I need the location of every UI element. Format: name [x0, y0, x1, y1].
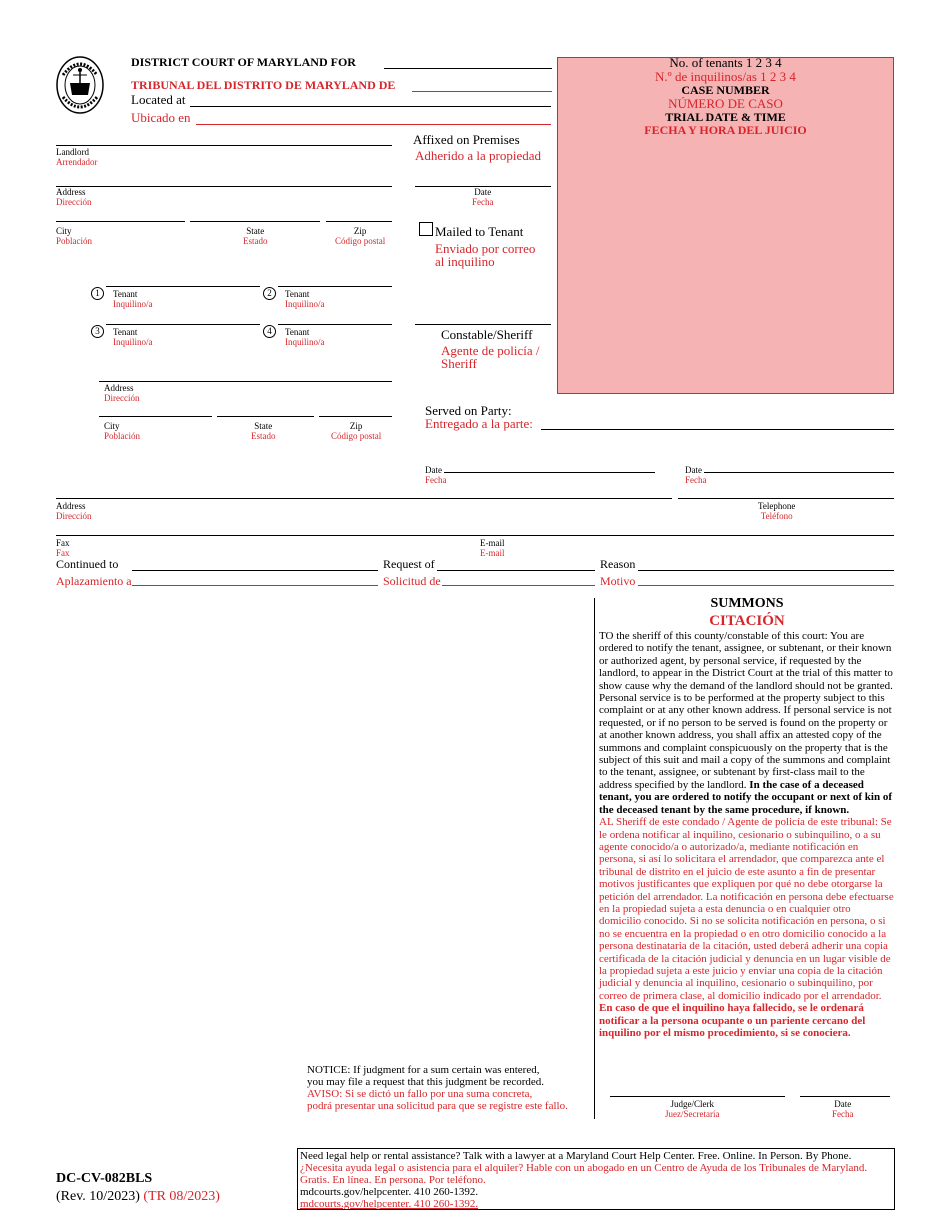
continued-label-es: Aplazamiento a — [56, 574, 132, 588]
served-label-en: Served on Party: — [425, 403, 512, 418]
summons-body — [599, 630, 895, 1039]
tenant-count-es: N.º de inquilinos/as 1 2 3 4 — [655, 69, 796, 84]
help-text-en: Need legal help or rental assistance? Talk with a lawyer at a Maryland Court Help Center. Free. Online. In Person. By Phone. — [300, 1150, 852, 1162]
reason-underline-es — [638, 585, 894, 586]
continued-field[interactable] — [132, 570, 378, 571]
tenant-zip-label: Zip Código postal — [331, 421, 382, 441]
landlord-address-label: Address Dirección — [56, 187, 92, 207]
request-field[interactable] — [437, 570, 595, 571]
affixed-date-label: Date Fecha — [472, 187, 494, 207]
tenant-2-number: 2 — [263, 287, 276, 300]
located-label-es: Ubicado en — [131, 110, 191, 125]
tenant-3-label: Tenant Inquilino/a — [113, 327, 153, 347]
tenant-2-field[interactable] — [278, 286, 392, 287]
summons-text-en: TO the sheriff of this county/constable of this court: You are ordered to notify the tenant, assignee, or subtenant, or their known or authorized agent, by personal service, if requested by the landlord, to appear in the District Court at the trial of this matter to show cause why the demand of the landlord should not be granted. Personal service is to be performed at the property subject to this complaint or at any other known address. If personal service is not requested, or if no person to be served is found on the property or at another known address, you shall affix an attested copy of the summons and complaint conspicuously on the property that is the subject of this suit and mail a copy of the summons and complaint to the tenant, assignee, or subtenant by first-class mail to the address specified by the landlord. In the case of a deceased tenant, you are ordered to notify the occupant or next of kin of the deceased tenant by the same procedure, if known. — [599, 630, 893, 816]
served-label-es: Entregado a la parte: — [425, 416, 533, 431]
located-label-en: Located at — [131, 92, 186, 107]
form-id: DC-CV-082BLS — [56, 1171, 153, 1186]
constable-field[interactable] — [415, 324, 551, 325]
tenant-1-number: 1 — [91, 287, 104, 300]
reason-label-es: Motivo — [600, 574, 636, 588]
reason-field[interactable] — [638, 570, 894, 571]
tenant-4-number: 4 — [263, 325, 276, 338]
constable-label-es-2: Sheriff — [441, 356, 477, 371]
tenant-2-label: Tenant Inquilino/a — [285, 289, 325, 309]
constable-label-es-1: Agente de policía / — [441, 343, 540, 358]
judge-label: Judge/Clerk Juez/Secretaría — [665, 1099, 720, 1119]
mailed-label-es-2: al inquilino — [435, 254, 495, 269]
landlord-field[interactable] — [56, 145, 392, 146]
mailed-label-es-1: Enviado por correo — [435, 241, 536, 256]
court-seal — [55, 55, 105, 115]
tenant-3-field[interactable] — [106, 324, 260, 325]
landlord-city-label: City Población — [56, 226, 92, 246]
court-title-en: DISTRICT COURT OF MARYLAND FOR — [131, 55, 356, 69]
help-link-es[interactable]: mdcourts.gov/helpcenter. 410 260-1392. — [300, 1198, 479, 1210]
telephone-field[interactable] — [678, 498, 894, 499]
continued-underline-es — [132, 585, 378, 586]
tenant-zip-field[interactable] — [319, 416, 392, 417]
tenant-city-field[interactable] — [99, 416, 212, 417]
reason-label-en: Reason — [600, 557, 636, 571]
located-underline-es — [196, 124, 551, 125]
mailed-checkbox[interactable] — [419, 222, 433, 236]
request-label-es: Solicitud de — [383, 574, 441, 588]
tenant-city-label: City Población — [104, 421, 140, 441]
landlord-zip-label: Zip Código postal — [335, 226, 386, 246]
served-date-2-label: Date Fecha — [685, 465, 707, 485]
summons-title-en: SUMMONS — [710, 596, 784, 611]
tenant-count-en[interactable]: No. of tenants 1 2 3 4 — [669, 55, 782, 70]
request-label-en: Request of — [383, 557, 435, 571]
located-field[interactable] — [190, 106, 551, 107]
help-text-es: ¿Necesita ayuda legal o asistencia para el alquiler? Hable con un abogado en un Centro de Ayuda de los Tribunales de Maryland. Gratis. En línea. En persona. Por teléfono. — [300, 1162, 868, 1186]
served-date-label: Date Fecha — [425, 465, 447, 485]
tenant-address-label: Address Dirección — [104, 383, 140, 403]
tenant-state-field[interactable] — [217, 416, 314, 417]
landlord-address-field[interactable] — [56, 186, 392, 187]
tenant-4-field[interactable] — [278, 324, 392, 325]
trial-date-label-es: FECHA Y HORA DEL JUICIO — [644, 123, 807, 137]
landlord-zip-field[interactable] — [326, 221, 392, 222]
affixed-label-es: Adherido a la propiedad — [415, 148, 541, 163]
tenant-address-field[interactable] — [99, 381, 392, 382]
form-revision: (Rev. 10/2023) (TR 08/2023) — [56, 1189, 220, 1204]
email-label: E-mail E-mail — [480, 538, 505, 558]
landlord-label: Landlord Arrendador — [56, 147, 98, 167]
landlord-city-field[interactable] — [56, 221, 185, 222]
fax-label: Fax Fax — [56, 538, 70, 558]
summons-title-es: CITACIÓN — [709, 613, 785, 629]
trial-date-label-en: TRIAL DATE & TIME — [665, 110, 786, 124]
fax-email-field[interactable] — [56, 535, 894, 536]
tenant-4-label: Tenant Inquilino/a — [285, 327, 325, 347]
tenant-1-label: Tenant Inquilino/a — [113, 289, 153, 309]
served-date-2-field[interactable] — [704, 472, 894, 473]
judge-date-field[interactable] — [800, 1096, 890, 1097]
summons-text-es: AL Sheriff de este condado / Agente de policía de este tribunal: Se le ordena notificar al inquilino, cesionario o subinquilino, o a su agente conocido/a o autorizado/a, mediante notificación en persona, si así lo solicitara el arrendador, que comparezca ante el tribunal de distrito en el juicio de este asunto a fin de presentar motivos justificantes que expliquen por qué no debe otorgarse la petición del arrendador. La notificación en persona debe efectuarse en la propiedad sujeta a esta denuncia o en cualquier otro domicilio conocido. Si no se solicita notificación en persona, o si no se encuentra en la propiedad o en otro domicilio conocido a la persona destinataria de la citación, usted deberá adherir una copia certificada de la citación judicial y denuncia en un lugar visible de la propiedad sujeta a este juicio y enviar una copia de la citación judicial y denuncia al inquilino, cesionario o subinquilino, por correo de primera clase, al domicilio indicado por el arrendador. En caso de que el inquilino haya fallecido, se le ordenará notificar a la persona ocupante o un pariente cercano del inquilino por el mismo procedimiento, si se conociera. — [599, 816, 894, 1039]
telephone-label: Telephone Teléfono — [758, 501, 796, 521]
notice-block: NOTICE: If judgment for a sum certain was entered, you may file a request that this judgment be recorded. AVISO: Si se dictó un fallo por una suma concreta, podrá presentar una solicitud para que se registre este fallo. — [307, 1064, 568, 1112]
affixed-label-en: Affixed on Premises — [413, 132, 520, 147]
served-field[interactable] — [541, 429, 894, 430]
help-box — [297, 1148, 895, 1210]
court-title-es: TRIBUNAL DEL DISTRITO DE MARYLAND DE — [131, 78, 396, 92]
case-number-label-es: NÚMERO DE CASO — [668, 96, 783, 111]
tenant-state-label: State Estado — [251, 421, 276, 441]
contact-address-field[interactable] — [56, 498, 672, 499]
summons-divider — [594, 598, 595, 1119]
mailed-label-en: Mailed to Tenant — [435, 224, 524, 239]
case-number-label-en: CASE NUMBER — [681, 83, 770, 97]
request-underline-es — [442, 585, 595, 586]
landlord-state-label: State Estado — [243, 226, 268, 246]
contact-address-label: Address Dirección — [56, 501, 92, 521]
continued-label-en: Continued to — [56, 557, 119, 571]
judge-signature-field[interactable] — [610, 1096, 785, 1097]
help-link-en[interactable]: mdcourts.gov/helpcenter. 410 260-1392. — [300, 1186, 479, 1198]
tenant-3-number: 3 — [91, 325, 104, 338]
tenant-1-field[interactable] — [106, 286, 260, 287]
court-county-field[interactable] — [384, 68, 552, 69]
court-county-underline-es — [412, 91, 552, 92]
landlord-state-field[interactable] — [190, 221, 320, 222]
served-date-field[interactable] — [444, 472, 655, 473]
constable-label-en: Constable/Sheriff — [441, 327, 533, 342]
case-info-box — [557, 57, 894, 394]
judge-date-label: Date Fecha — [832, 1099, 854, 1119]
